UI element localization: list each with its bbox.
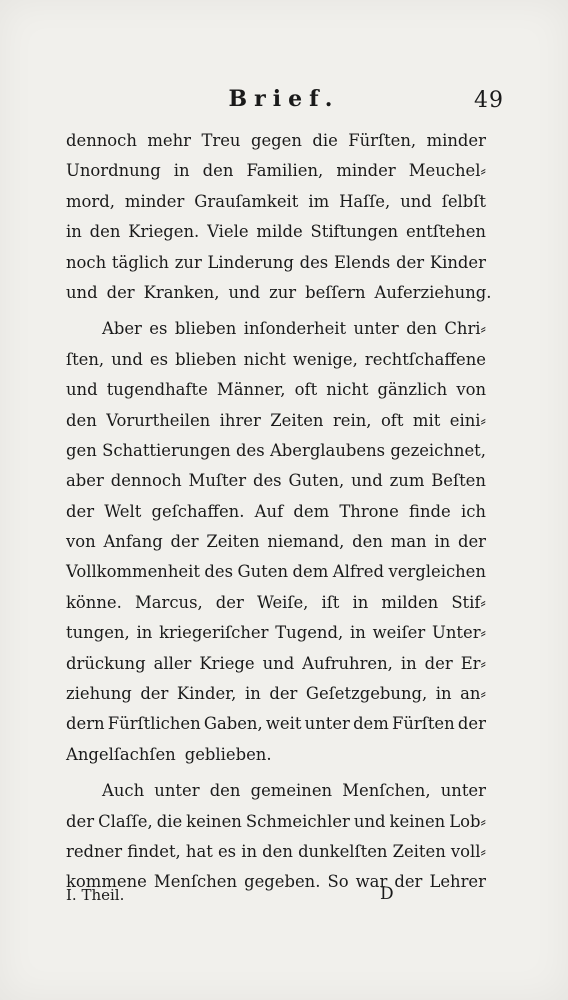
text-line: in den Kriegen. Viele milde Stiftungen entſtehen [66, 222, 486, 242]
catchword: D [380, 884, 394, 904]
paragraph [66, 776, 486, 898]
text-line: und der Kranken, und zur beſſern Auferziehung. [66, 282, 492, 302]
text-line: aber dennoch Muſter des Guten, und zum Beſten [66, 471, 486, 491]
text-line: mord, minder Grauſamkeit im Haſſe, und ſelbſt [66, 191, 486, 211]
text-line: dern Fürſtlichen Gaben, weit unter dem Fürſten der [66, 714, 486, 734]
text-line: dennoch mehr Treu gegen die Fürſten, minder [66, 131, 486, 150]
body-text [66, 126, 492, 898]
text-line: ſten, und es blieben nicht wenige, rechtſchaffene [66, 349, 486, 369]
text-line: redner findet, hat es in den dunkelſten Zeiten voll⸗ [66, 841, 486, 861]
text-line: könne. Marcus, der Weiſe, iſt in milden Stif⸗ [66, 592, 486, 612]
text-line: Auch unter den gemeinen Menſchen, unter [102, 781, 486, 801]
text-line: Angelſachſen geblieben. [66, 744, 272, 764]
text-line: drückung aller Kriege und Aufruhren, in der Er⸗ [66, 653, 486, 673]
text-line: tungen, in kriegeriſcher Tugend, in weiſer Unter⸗ [66, 623, 486, 643]
text-line: Unordnung in den Familien, minder Meuchel⸗ [66, 161, 486, 181]
printer-signature: I. Theil. [66, 886, 125, 904]
text-line: gen Schattierungen des Aberglaubens gezeichnet, [66, 440, 486, 460]
text-line: ziehung der Kinder, in der Geſetzgebung, in an⸗ [66, 684, 486, 704]
text-line: und tugendhafte Männer, oft nicht gänzlich von [66, 380, 486, 400]
text-line: Aber es blieben inſonderheit unter den Chri⸗ [102, 319, 486, 339]
text-line: den Vorurtheilen ihrer Zeiten rein, oft mit eini⸗ [66, 410, 486, 430]
text-line: kommene Menſchen gegeben. So war der Lehrer [66, 872, 486, 892]
text-line: von Anfang der Zeiten niemand, den man in der [66, 532, 486, 552]
text-line: der Claſſe, die keinen Schmeichler und keinen Lob⸗ [66, 811, 486, 831]
page-number: 49 [474, 88, 504, 113]
text-line: der Welt geſchaffen. Auf dem Throne finde ich [66, 501, 486, 521]
paragraph [66, 126, 492, 308]
text-line: noch täglich zur Linderung des Elends der Kinder [66, 252, 486, 272]
paragraph [66, 314, 486, 770]
running-head: Brief. [228, 86, 340, 112]
text-line: Vollkommenheit des Guten dem Alfred vergleichen [66, 562, 486, 582]
